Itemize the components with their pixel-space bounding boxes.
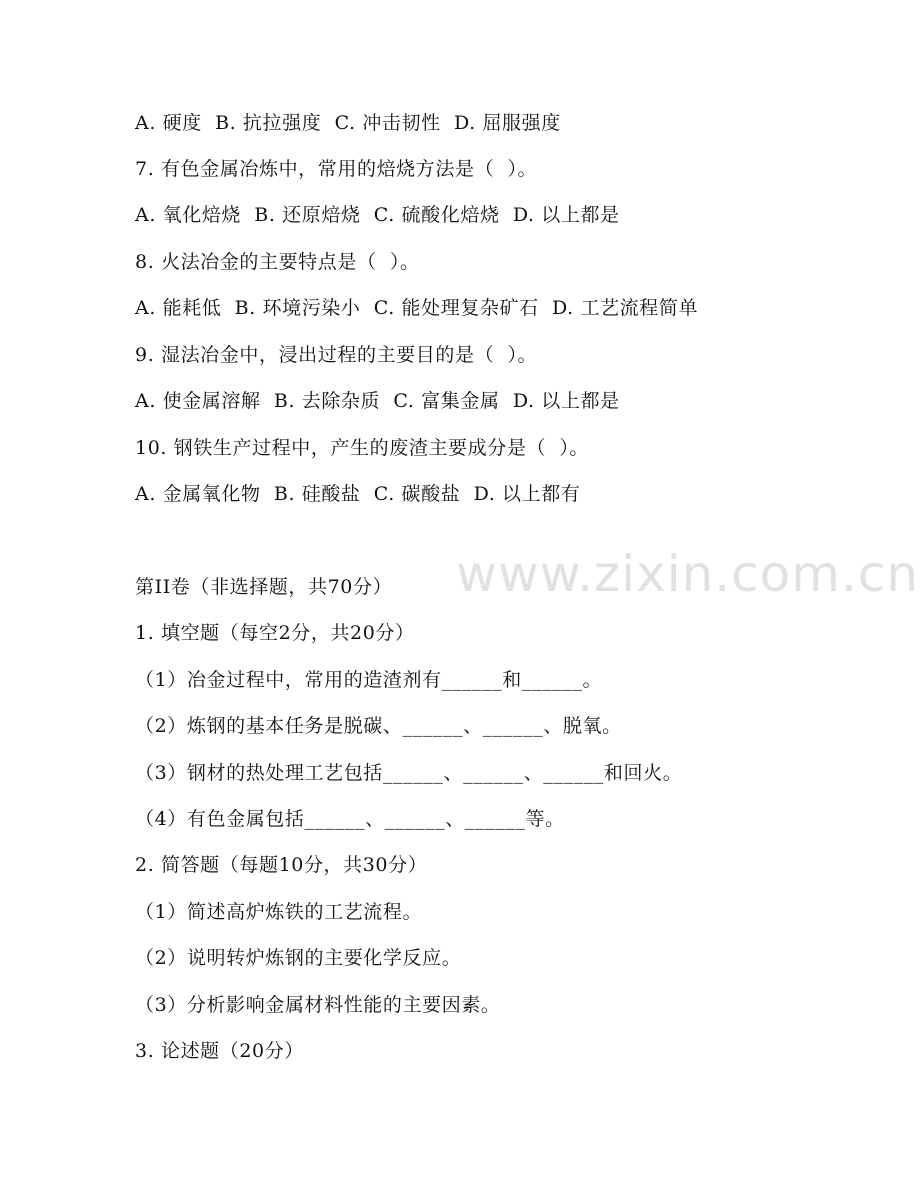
short-answer-item: （3）分析影响金属材料性能的主要因素。 (135, 994, 501, 1016)
watermark: www.zixin.com.cn (456, 545, 920, 603)
question-9: 9. 湿法冶金中，浸出过程的主要目的是（ ）。 (135, 344, 538, 366)
short-answer-item: （1）简述高炉炼铁的工艺流程。 (135, 901, 423, 923)
fill-blank-item: （1）冶金过程中，常用的造渣剂有______和______。 (135, 669, 603, 691)
section-2-heading: 第II卷（非选择题，共70分） (135, 576, 393, 598)
question-7: 7. 有色金属冶炼中，常用的焙烧方法是（ ）。 (135, 158, 538, 180)
q8-options: A. 能耗低 B. 环境污染小 C. 能处理复杂矿石 D. 工艺流程简单 (135, 297, 699, 319)
essay-heading: 3. 论述题（20分） (135, 1040, 304, 1062)
fill-blank-heading: 1. 填空题（每空2分，共20分） (135, 622, 415, 644)
q10-options: A. 金属氧化物 B. 硅酸盐 C. 碳酸盐 D. 以上都有 (135, 483, 581, 505)
question-8: 8. 火法冶金的主要特点是（ ）。 (135, 251, 420, 273)
q9-options: A. 使金属溶解 B. 去除杂质 C. 富集金属 D. 以上都是 (135, 390, 620, 412)
q7-options: A. 氧化焙烧 B. 还原焙烧 C. 硫酸化焙烧 D. 以上都是 (135, 204, 620, 226)
fill-blank-item: （4）有色金属包括______、______、______等。 (135, 808, 565, 830)
question-10: 10. 钢铁生产过程中，产生的废渣主要成分是（ ）。 (135, 437, 590, 459)
short-answer-item: （2）说明转炉炼钢的主要化学反应。 (135, 947, 462, 969)
fill-blank-item: （3）钢材的热处理工艺包括______、______、______和回火。 (135, 762, 683, 784)
q6-options: A. 硬度 B. 抗拉强度 C. 冲击韧性 D. 屈服强度 (135, 112, 561, 134)
fill-blank-item: （2）炼钢的基本任务是脱碳、______、______、脱氧。 (135, 715, 622, 737)
short-answer-heading: 2. 简答题（每题10分，共30分） (135, 854, 428, 876)
